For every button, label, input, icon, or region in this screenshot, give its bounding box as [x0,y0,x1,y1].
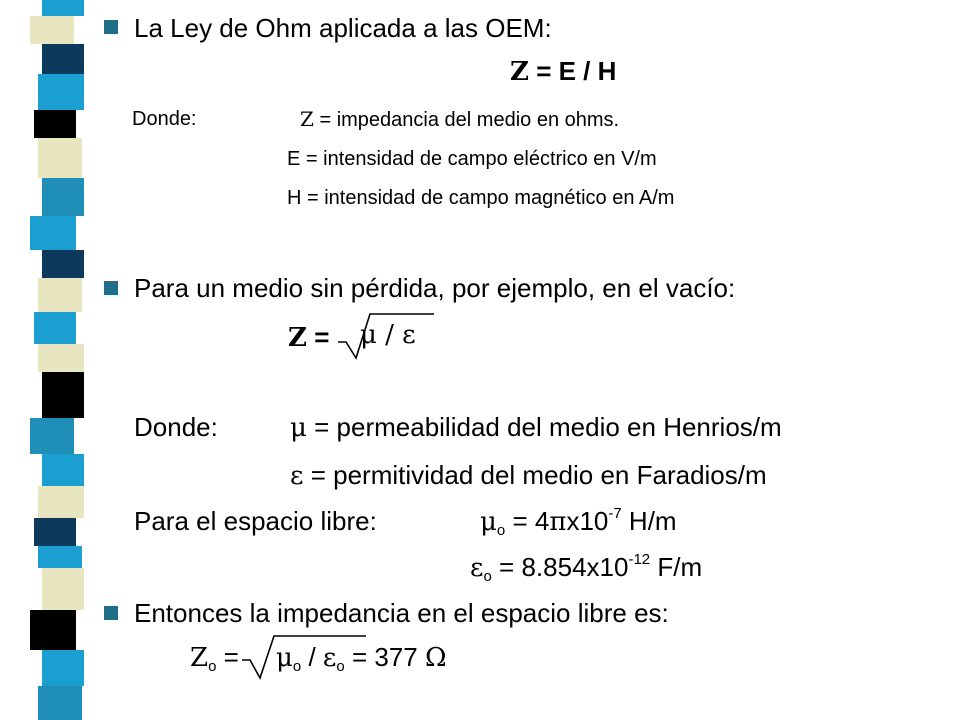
stripe-segment [38,486,84,518]
stripe-segment [42,568,84,610]
epsilon-symbol: ε [322,643,337,673]
stripe-segment [42,250,84,278]
equation-z-sqrt: Z = [288,322,330,353]
e-definition: E = intensidad de campo eléctrico en V/m [287,148,657,170]
epsilon-symbol: ε [470,553,484,583]
stripe-segment [34,312,76,344]
stripe-segment [42,372,84,418]
bullet-marker [104,281,118,295]
equation-rest: = E / H [528,56,617,86]
stripe-segment [34,110,76,138]
free-space-label: Para el espacio libre: [134,506,377,536]
stripe-segment [30,216,76,250]
stripe-segment [38,278,82,312]
mu-symbol: μ [276,643,293,673]
pi-symbol: π [549,507,567,537]
donde-label: Donde: [132,108,197,130]
epsilon-definition: ε = permitividad del medio en Faradios/m [290,460,767,491]
stripe-segment [30,16,74,44]
radicand-mu-over-epsilon: μ / ε [360,320,416,350]
stripe-segment [38,686,82,720]
stripe-segment [30,610,76,650]
omega-symbol: Ω [424,643,447,673]
mu-symbol: μ [290,413,307,443]
stripe-segment [42,178,84,216]
epsilon-zero-value: $\varepsilon o = 8.854x10^{-12}$ F/m [470,551,703,585]
stripe-segment [38,74,84,110]
stripe-segment [42,454,84,486]
decorative-stripe-bar [0,0,108,720]
bullet-marker [104,606,118,620]
stripe-segment [38,344,84,372]
z-symbol: Z [288,323,307,353]
stripe-segment [42,44,84,74]
epsilon-symbol: ε [290,461,304,491]
stripe-segment [38,138,82,178]
stripe-segment [38,546,82,568]
h-definition: H = intensidad de campo magnético en A/m [287,187,675,209]
z-zero-label: Zo = [190,642,239,675]
bullet-marker [104,20,118,34]
z-symbol: Z [510,57,529,87]
stripe-segment [34,518,76,546]
bullet-text-ohm-law: La Ley de Ohm aplicada a las OEM: [134,13,552,43]
equation-z-e-h [510,58,616,85]
mu-zero-value: $\mu o = 4\pi x10^{-7}$ H/m [480,505,677,539]
donde-label: Donde: [134,412,218,442]
mu-definition: μ = permeabilidad del medio en Henrios/m [290,412,782,443]
z-symbol: Z [190,643,209,673]
bullet-text-free-space-impedance: Entonces la impedancia en el espacio libre es: [134,598,669,628]
bullet-text-lossless-medium: Para un medio sin pérdida, por ejemplo, en el vacío: [134,273,736,303]
free-space-impedance-equation: μo / εo = 377 Ω [276,642,447,675]
stripe-segment [30,418,74,454]
stripe-segment [42,650,84,686]
mu-symbol: μ [480,507,497,537]
z-definition: Z = impedancia del medio en ohms. [300,107,620,131]
z-symbol: Z [300,107,314,131]
stripe-segment [42,0,84,16]
